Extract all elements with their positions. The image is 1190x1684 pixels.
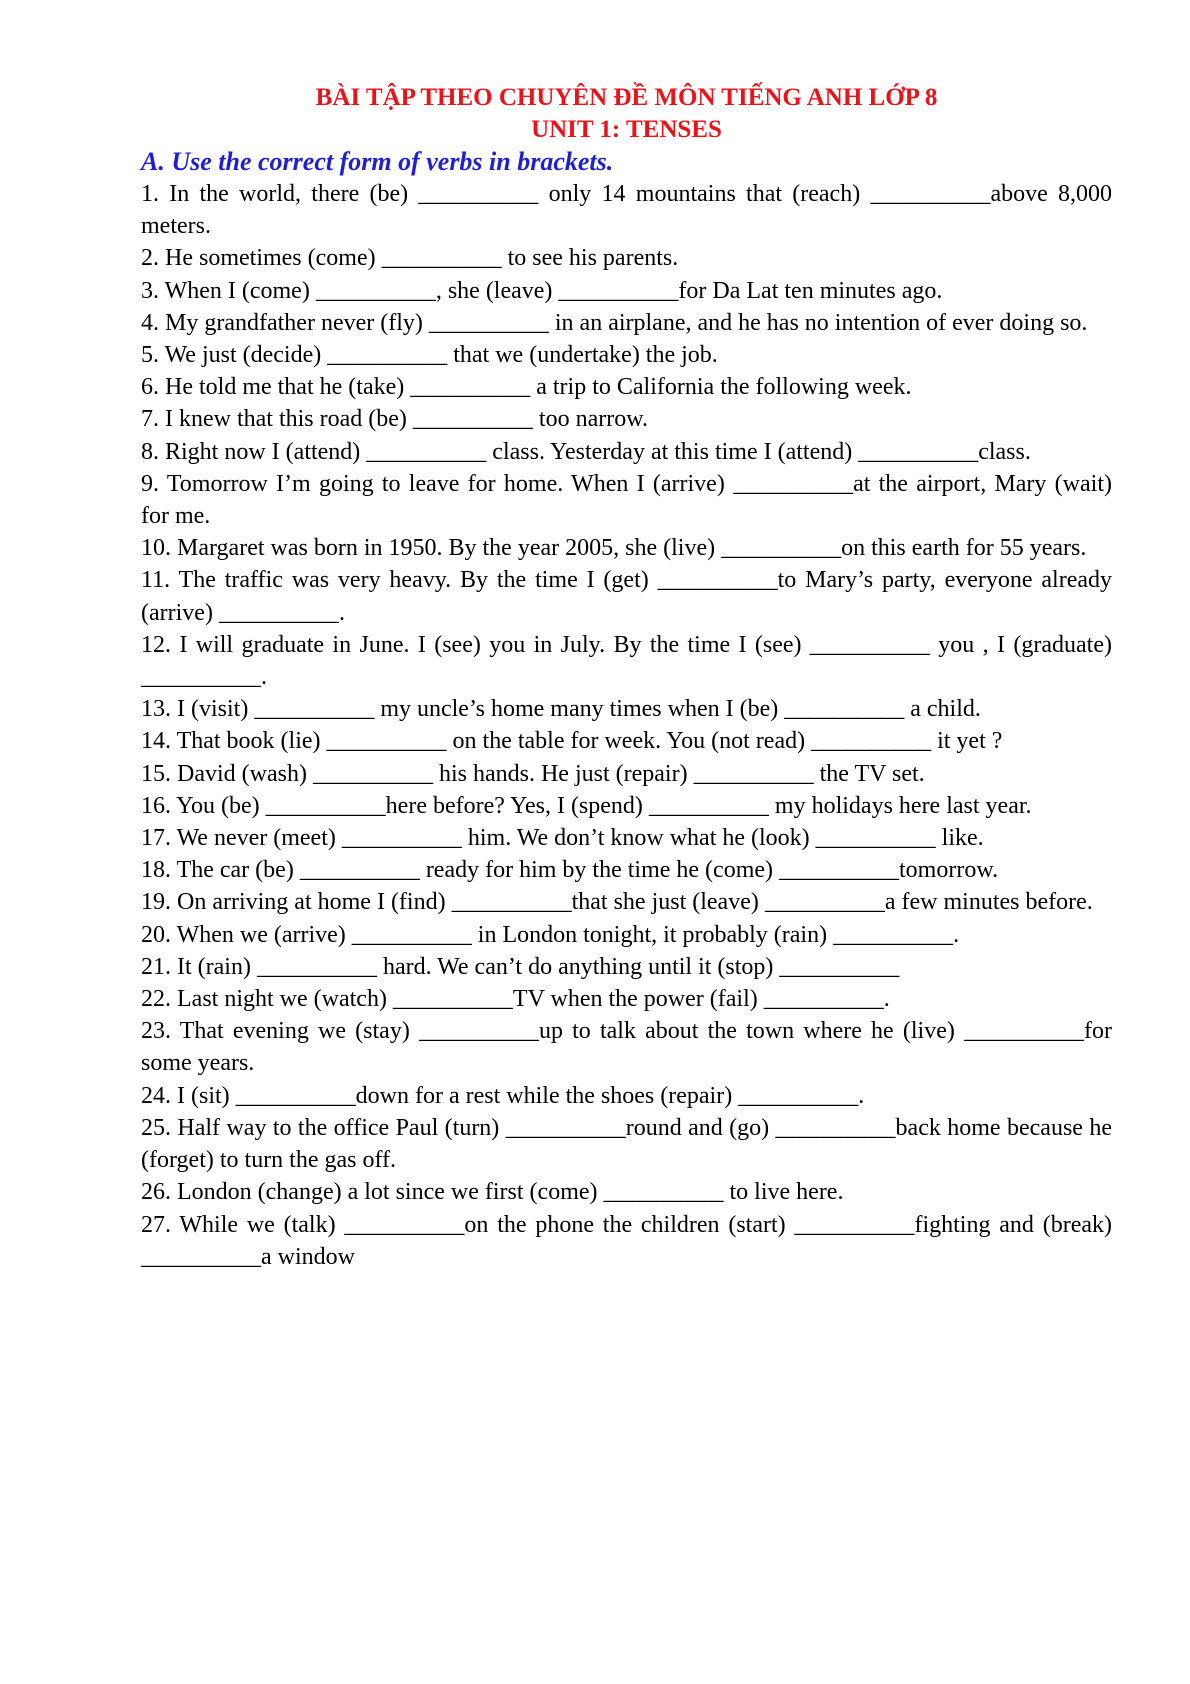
unit-title: UNIT 1: TENSES xyxy=(531,116,722,143)
exercise-item-12: 12. I will graduate in June. I (see) you in July. By the time I (see) __________ you , I (graduate) __________. xyxy=(141,631,1112,691)
exercise-list xyxy=(141,178,1112,1273)
exercise-item-7: 7. I knew that this road (be) __________ too narrow. xyxy=(141,406,648,433)
exercise-item-14: 14. That book (lie) __________ on the table for week. You (not read) __________ it yet ? xyxy=(141,728,1003,755)
exercise-item-18: 18. The car (be) __________ ready for him by the time he (come) __________tomorrow. xyxy=(141,857,999,884)
exercise-item-27: 27. While we (talk) __________on the phone the children (start) __________fighting and (break) __________a window xyxy=(141,1211,1112,1270)
exercise-item-17: 17. We never (meet) __________ him. We don’t know what he (look) __________ like. xyxy=(141,825,984,852)
exercise-item-5: 5. We just (decide) __________ that we (undertake) the job. xyxy=(141,342,718,369)
exercise-item-3: 3. When I (come) __________, she (leave) __________for Da Lat ten minutes ago. xyxy=(141,277,943,304)
exercise-item-15: 15. David (wash) __________ his hands. He just (repair) __________ the TV set. xyxy=(141,760,925,787)
exercise-item-2: 2. He sometimes (come) __________ to see his parents. xyxy=(141,245,679,272)
exercise-item-24: 24. I (sit) __________down for a rest while the shoes (repair) __________. xyxy=(141,1082,865,1109)
exercise-item-4: 4. My grandfather never (fly) __________ in an airplane, and he has no intention of ever doing so. xyxy=(141,309,1088,336)
exercise-item-1: 1. In the world, there (be) __________ only 14 mountains that (reach) __________above 8,000 meters. xyxy=(141,181,1112,240)
exercise-item-11: 11. The traffic was very heavy. By the time I (get) __________to Mary’s party, everyone already (arrive) __________. xyxy=(141,567,1112,626)
exercise-item-21: 21. It (rain) __________ hard. We can’t do anything until it (stop) __________ xyxy=(141,953,900,980)
exercise-item-13: 13. I (visit) __________ my uncle’s home many times when I (be) __________ a child. xyxy=(141,696,981,723)
exercise-item-8: 8. Right now I (attend) __________ class. Yesterday at this time I (attend) __________class. xyxy=(141,438,1031,465)
exercise-item-16: 16. You (be) __________here before? Yes, I (spend) __________ my holidays here last year. xyxy=(141,792,1032,819)
exercise-item-10: 10. Margaret was born in 1950. By the year 2005, she (live) __________on this earth for 55 years. xyxy=(141,535,1087,562)
exercise-item-9: 9. Tomorrow I’m going to leave for home. When I (arrive) __________at the airport, Mary (wait) for me. xyxy=(141,470,1112,530)
section-heading: A. Use the correct form of verbs in brackets. xyxy=(141,147,614,176)
exercise-item-25: 25. Half way to the office Paul (turn) __________round and (go) __________back home because he (forget) to turn the gas off. xyxy=(141,1114,1112,1174)
exercise-item-26: 26. London (change) a lot since we first (come) __________ to live here. xyxy=(141,1179,844,1206)
exercise-item-19: 19. On arriving at home I (find) __________that she just (leave) __________a few minutes before. xyxy=(141,889,1093,916)
exercise-item-22: 22. Last night we (watch) __________TV when the power (fail) __________. xyxy=(141,986,890,1013)
exercise-item-20: 20. When we (arrive) __________ in London tonight, it probably (rain) __________. xyxy=(141,921,960,948)
worksheet-title: BÀI TẬP THEO CHUYÊN ĐỀ MÔN TIẾNG ANH LỚP 8 xyxy=(315,84,938,111)
exercise-item-6: 6. He told me that he (take) __________ a trip to California the following week. xyxy=(141,374,912,401)
exercise-item-23: 23. That evening we (stay) __________up to talk about the town where he (live) __________for some years. xyxy=(141,1018,1112,1077)
